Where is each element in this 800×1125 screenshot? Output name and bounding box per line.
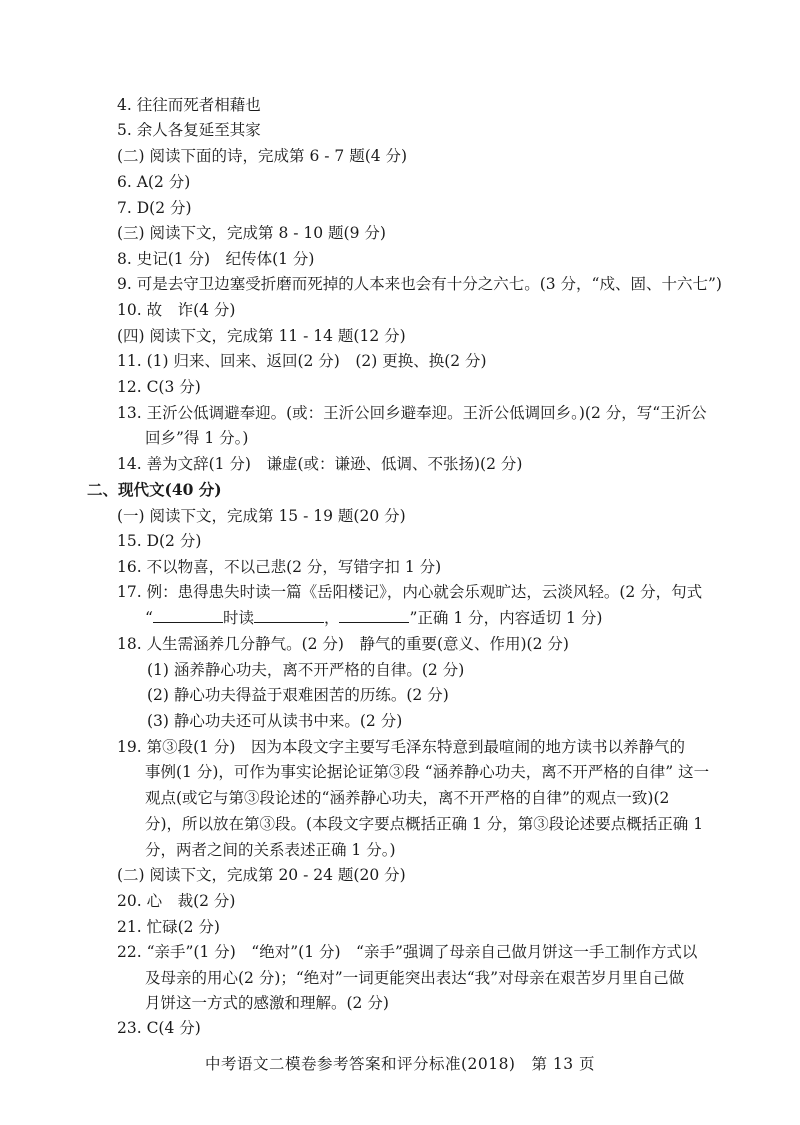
- answer-line: 14. 善为文辞(1 分) 谦虚(或：谦逊、低调、不张扬)(2 分): [117, 455, 523, 473]
- blank-line: [339, 608, 409, 623]
- answer-line: 18. 人生需涵养几分静气。(2 分) 静气的重要(意义、作用)(2 分): [117, 635, 569, 653]
- format-sep: ，: [323, 609, 340, 627]
- answer-line: 9. 可是去守卫边塞受折磨而死掉的人本来也会有十分之六七。(3 分，“戍、固、十六七”): [117, 275, 722, 293]
- answer-line-continued: 分，两者之间的关系表述正确 1 分。): [145, 841, 396, 859]
- answer-line-continued: [145, 608, 602, 628]
- answer-line-continued: 月饼这一方式的感激和理解。(2 分): [145, 994, 389, 1012]
- section-heading: (三) 阅读下文，完成第 8 - 10 题(9 分): [117, 224, 386, 242]
- answer-line-continued: 分)，所以放在第③段。(本段文字要点概括正确 1 分，第③段论述要点概括正确 1: [145, 815, 704, 833]
- answer-line: 21. 忙碌(2 分): [117, 918, 220, 936]
- page-footer: 中考语文二模卷参考答案和评分标准(2018) 第 13 页: [204, 1055, 596, 1073]
- answer-line: 11. (1) 归来、回来、返回(2 分) (2) 更换、换(2 分): [117, 352, 487, 370]
- blank-line: [153, 608, 223, 623]
- format-tail: ”正确 1 分，内容适切 1 分): [409, 609, 603, 627]
- answer-line: 20. 心 裁(2 分): [117, 892, 236, 910]
- answer-line: 23. C(4 分): [117, 1019, 201, 1037]
- format-mid: 时读: [222, 609, 254, 627]
- answer-line: 6. A(2 分): [117, 173, 191, 191]
- section-heading: (一) 阅读下文，完成第 15 - 19 题(20 分): [117, 507, 406, 525]
- answer-line: 10. 故 诈(4 分): [117, 301, 236, 319]
- answer-line-continued: 及母亲的用心(2 分)；“绝对”一词更能突出表达“我”对母亲在艰苦岁月里自己做: [145, 969, 685, 987]
- answer-line: 13. 王沂公低调避奉迎。(或：王沂公回乡避奉迎。王沂公低调回乡。)(2 分，写“王沂公: [117, 404, 707, 422]
- answer-line: 19. 第③段(1 分) 因为本段文字主要写毛泽东特意到最喧闹的地方读书以养静气的: [117, 738, 685, 756]
- answer-line-continued: 观点(或它与第③段论述的“涵养静心功夫，离不开严格的自律”的观点一致)(2: [145, 789, 670, 807]
- answer-line: 5. 余人各复延至其家: [117, 121, 261, 139]
- answer-line: 15. D(2 分): [117, 532, 202, 550]
- answer-line-continued: 回乡”得 1 分。): [145, 429, 249, 447]
- answer-line: 4. 往往而死者相藉也: [117, 96, 261, 114]
- sub-answer-line: (3) 静心功夫还可从读书中来。(2 分): [147, 712, 403, 730]
- part-heading: 二、现代文(40 分): [87, 480, 222, 499]
- section-heading: (二) 阅读下面的诗，完成第 6 - 7 题(4 分): [117, 147, 408, 165]
- answer-line: 8. 史记(1 分) 纪传体(1 分): [117, 250, 315, 268]
- answer-line: 22. “亲手”(1 分) “绝对”(1 分) “亲手”强调了母亲自己做月饼这一手工制作方式以: [117, 943, 698, 961]
- blank-line: [254, 608, 324, 623]
- quote-open: “: [145, 609, 153, 627]
- answer-line-continued: 事例(1 分)，可作为事实论据论证第③段 “涵养静心功夫，离不开严格的自律” 这一: [145, 763, 710, 781]
- section-heading: (四) 阅读下文，完成第 11 - 14 题(12 分): [117, 327, 406, 345]
- answer-line: 16. 不以物喜，不以己悲(2 分，写错字扣 1 分): [117, 558, 442, 576]
- answer-line: 17. 例：患得患失时读一篇《岳阳楼记》，内心就会乐观旷达，云淡风轻。(2 分，句式: [117, 583, 703, 601]
- sub-answer-line: (2) 静心功夫得益于艰难困苦的历练。(2 分): [147, 686, 449, 704]
- answer-line: 7. D(2 分): [117, 199, 192, 217]
- sub-answer-line: (1) 涵养静心功夫，离不开严格的自律。(2 分): [147, 661, 465, 679]
- answer-line: 12. C(3 分): [117, 378, 201, 396]
- section-heading: (二) 阅读下文，完成第 20 - 24 题(20 分): [117, 866, 406, 884]
